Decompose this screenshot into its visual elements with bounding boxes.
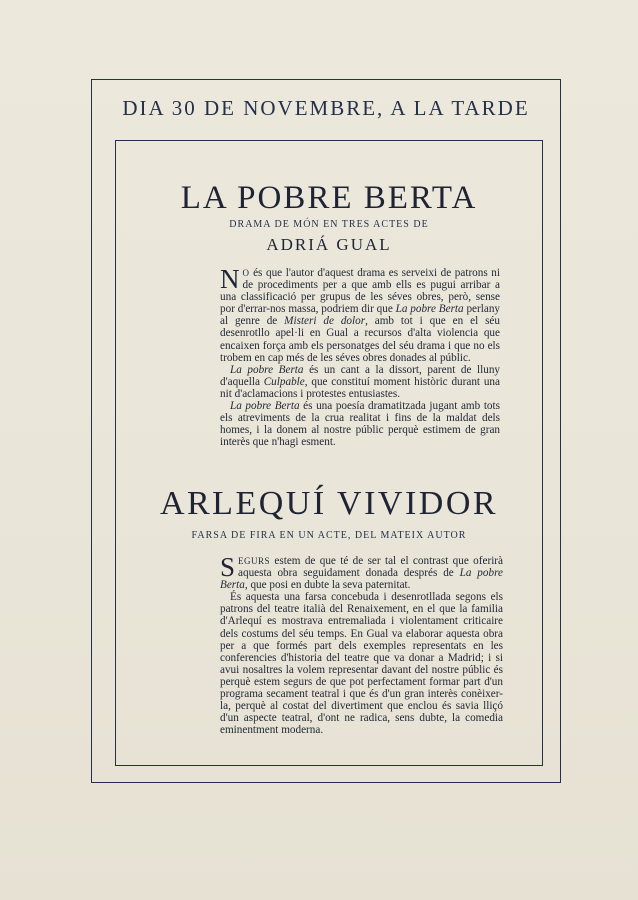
play-title-la-pobre-berta: LA POBRE BERTA xyxy=(180,180,478,216)
paragraph: La pobre Berta és una poesía dramatitzada jugant amb tots els atreviments de la crua realitat i fins de la maldat dels homes, i la donem al nostre públic perquè estimem de gran interès que n'hagi esment. xyxy=(220,400,500,449)
drop-cap: N xyxy=(220,264,240,294)
play-author: ADRIÁ GUAL xyxy=(266,235,392,254)
play-title-arlequi-vividor: ARLEQUÍ VIVIDOR xyxy=(159,485,499,522)
paragraph: N O és que l'autor d'aquest drama es serveixi de patrons ni de procediments per a que amb ells es pugui arribar a una classificació per grupus de les séves obres, però, sense por d'errar-nos massa, podriem dir que La pobre Berta perlany al genre de Misteri de dolor, amb tot i que en el séu desenrotllo apel·li en Gual a recursos d'alta violencia que encaixen força amb els personatges del séu drama i que no els trobem en cap més de les séves obres donades al públic. xyxy=(220,264,501,364)
performance-date-heading: DIA 30 DE NOVEMBRE, A LA TARDE xyxy=(122,96,530,120)
description-arlequi-vividor xyxy=(220,552,503,737)
paragraph: SEGURS estem de que té de ser tal el contrast que oferirà aquesta obra seguidament donada després de La pobre Berta, que posi en dubte la seva paternitat. xyxy=(220,552,503,592)
paragraph: És aquesta una farsa concebuda i desenrotllada segons els patrons del teatre italià del Renaixement, en el que la familia d'Arlequí es mostrava entremaliada i violentament criticaire dels costums del séu temps. En Gual va elaborar aquesta obra per a que formés part dels exemples representats en les conferencies d'historia del teatre que va donar a Madrid; i si avui nosaltres la volem representar davant del nostre públic és perquè estem segurs de que pot perfectament formar part d'un programa secament teatral i que és d'un gran interès conèixer-la, perquè al costat del divertiment que enclou és savia lliçó d'un aspecte teatral, d'ont ne radica, sens dubte, la comedia eminentment moderna. xyxy=(220,591,503,737)
play-subtitle-la-pobre-berta: DRAMA DE MÓN EN TRES ACTES DE xyxy=(229,219,429,230)
description-la-pobre-berta xyxy=(220,264,501,449)
play-subtitle-arlequi-vividor: FARSA DE FIRA EN UN ACTE, DEL MATEIX AUTOR xyxy=(191,530,467,541)
paragraph: La pobre Berta és un cant a la dissort, parent de lluny d'aquella Culpable, que constituí moment històric durant una nit d'aclamacions i protestes entusiastes. xyxy=(220,363,501,400)
drop-cap: S xyxy=(220,552,236,582)
